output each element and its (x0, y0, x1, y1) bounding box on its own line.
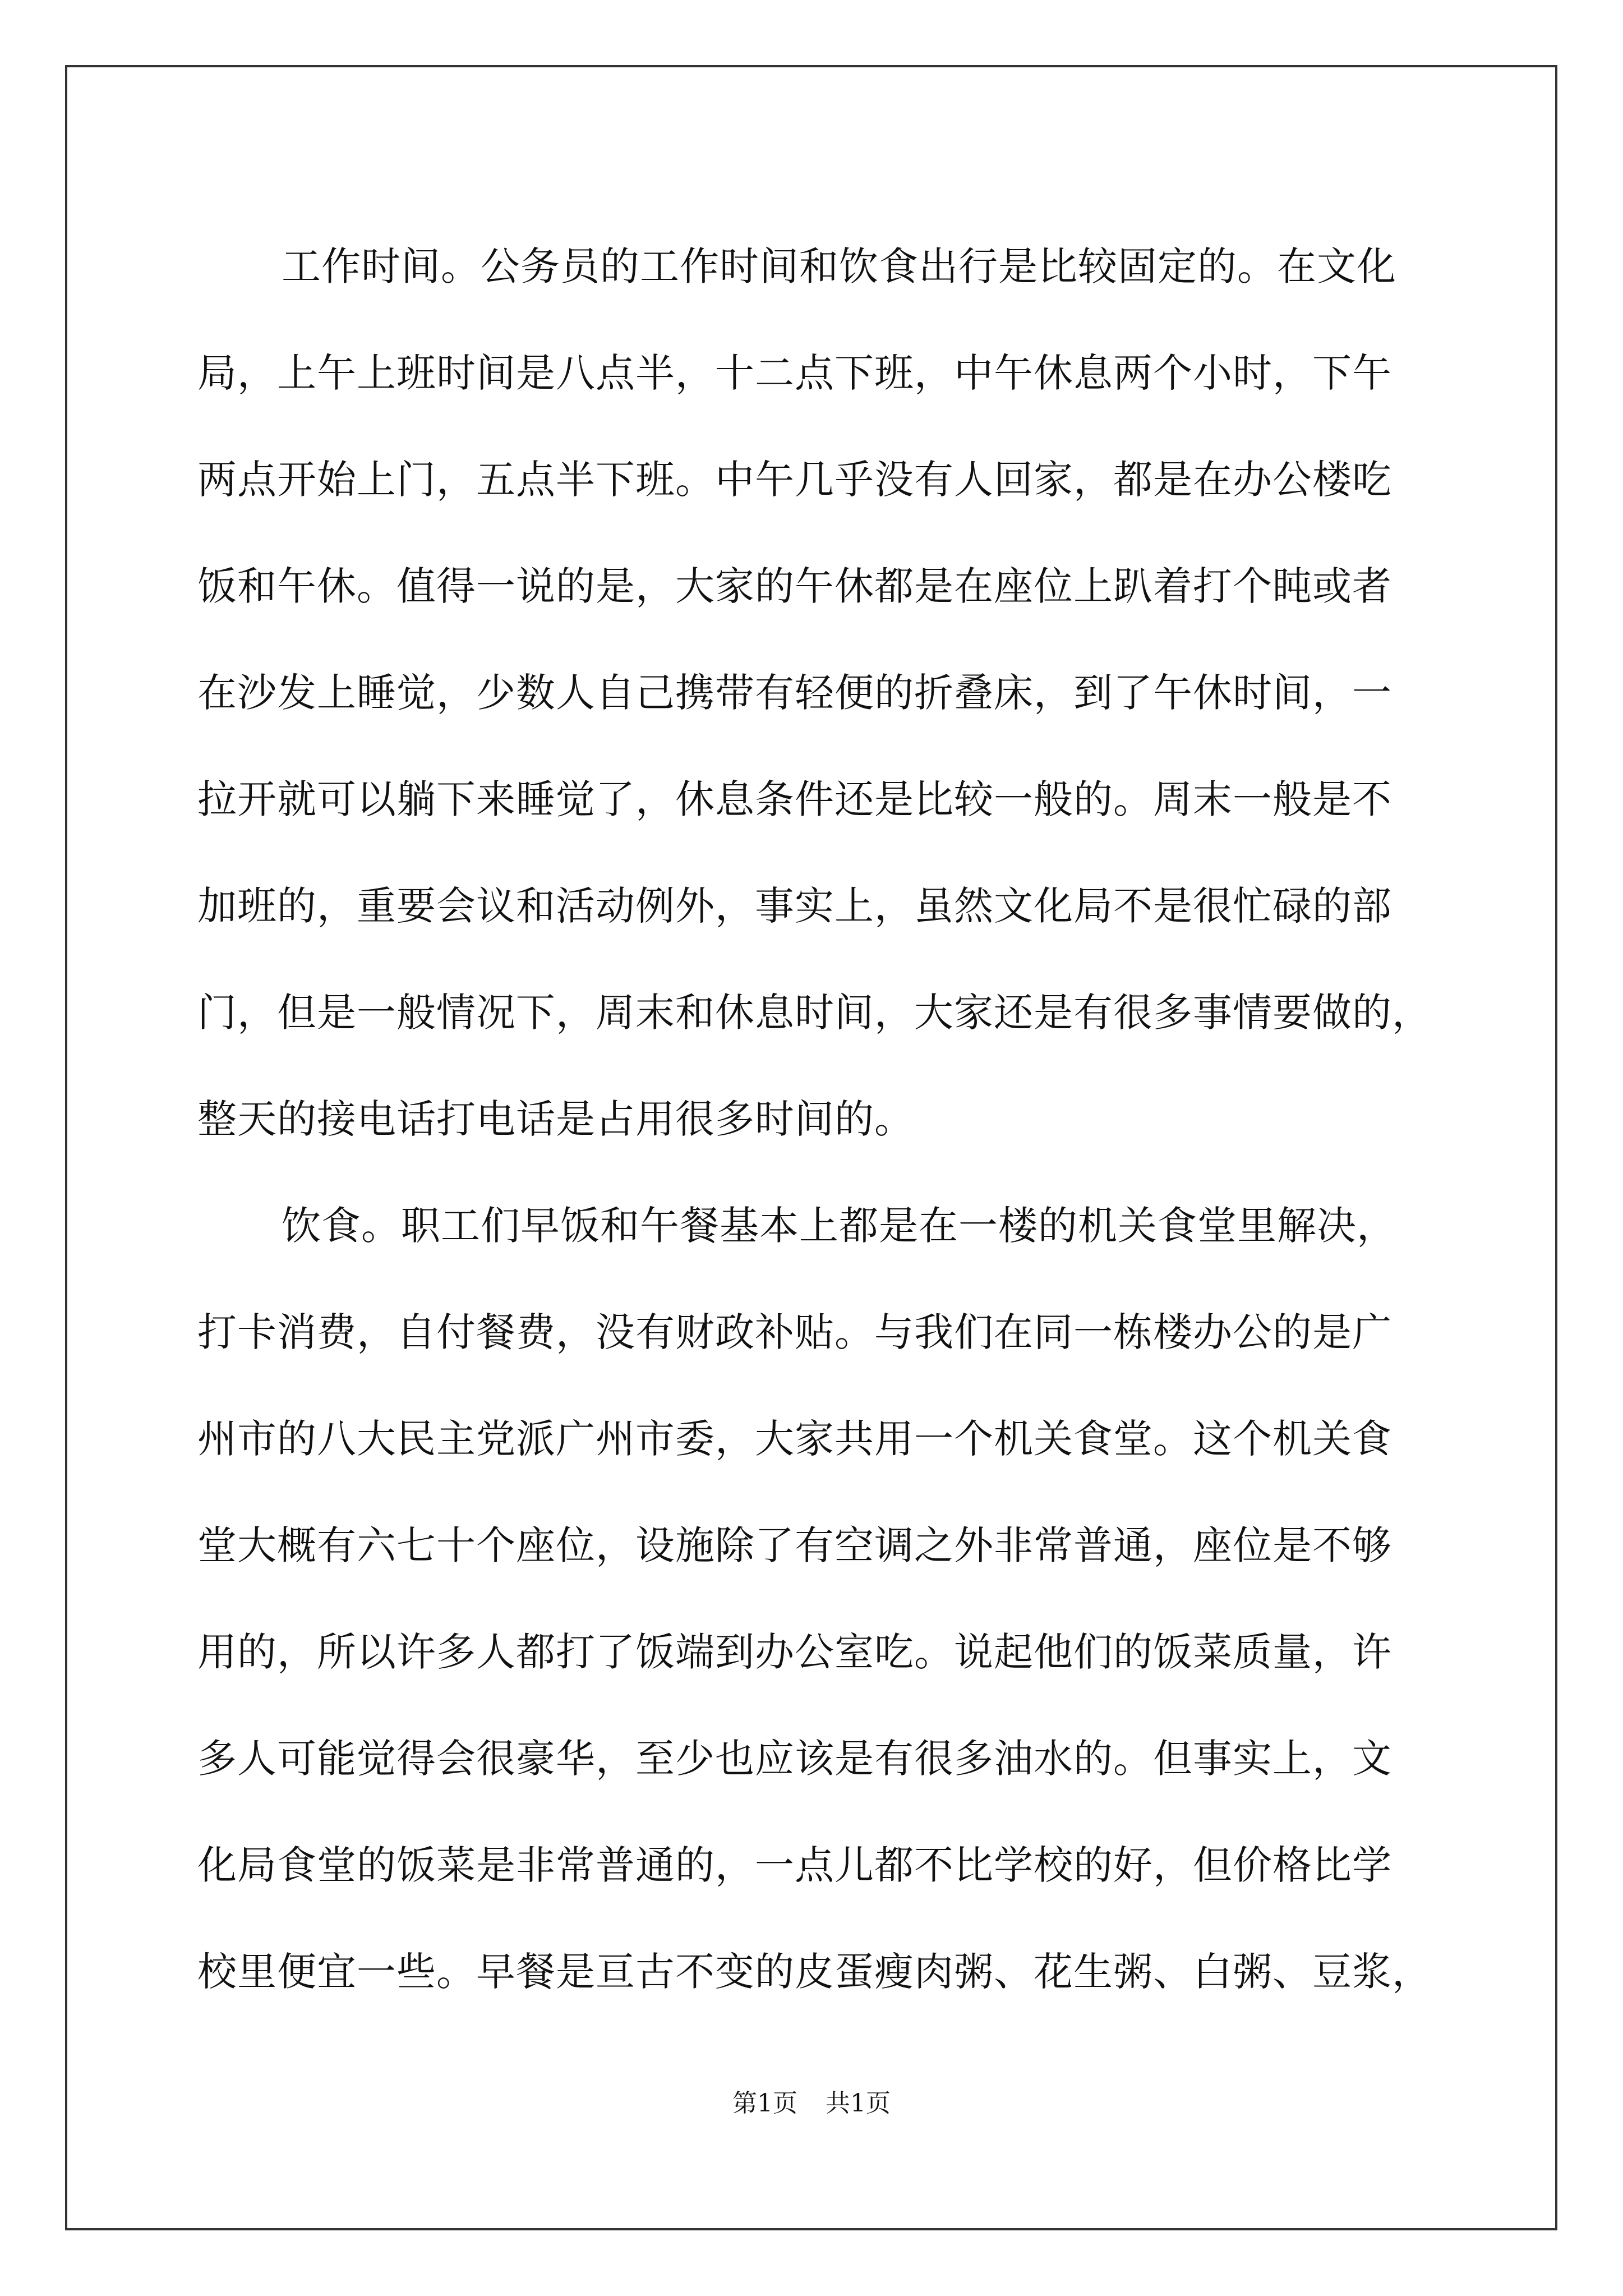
paragraph-line: 加班的，重要会议和活动例外，事实上，虽然文化局不是很忙碌的部 (197, 883, 1392, 929)
page-footer (0, 2087, 1623, 2120)
paragraph-line: 门，但是一般情况下，周末和休息时间，大家还是有很多事情要做的， (197, 990, 1432, 1036)
paragraph-line: 饭和午休。值得一说的是，大家的午休都是在座位上趴着打个盹或者 (197, 563, 1392, 609)
paragraph-line: 用的，所以许多人都打了饭端到办公室吃。说起他们的饭菜质量，许 (197, 1629, 1392, 1675)
paragraph-line: 工作时间。公务员的工作时间和饮食出行是比较固定的。在文化 (282, 243, 1396, 289)
paragraph-line: 整天的接电话打电话是占用很多时间的。 (197, 1096, 914, 1142)
paragraph-line: 多人可能觉得会很豪华，至少也应该是有很多油水的。但事实上，文 (197, 1736, 1392, 1782)
paragraph-line: 堂大概有六七十个座位，设施除了有空调之外非常普通，座位是不够 (197, 1522, 1392, 1568)
paragraph-line: 化局食堂的饭菜是非常普通的，一点儿都不比学校的好，但价格比学 (197, 1842, 1392, 1888)
paragraph-line: 饮食。职工们早饭和午餐基本上都是在一楼的机关食堂里解决， (282, 1203, 1396, 1249)
paragraph-line: 校里便宜一些。早餐是亘古不变的皮蛋瘦肉粥、花生粥、白粥、豆浆， (197, 1949, 1432, 1995)
paragraph-line: 拉开就可以躺下来睡觉了，休息条件还是比较一般的。周末一般是不 (197, 776, 1392, 822)
page-number: 第1页 (732, 2089, 797, 2118)
paragraph-line: 在沙发上睡觉，少数人自己携带有轻便的折叠床，到了午休时间，一 (197, 670, 1392, 716)
paragraph-line: 打卡消费，自付餐费，没有财政补贴。与我们在同一栋楼办公的是广 (197, 1309, 1392, 1355)
document-body (197, 213, 1459, 2025)
page-total: 共1页 (826, 2089, 891, 2118)
paragraph-line: 局，上午上班时间是八点半，十二点下班，中午休息两个小时，下午 (197, 350, 1392, 396)
paragraph-line: 州市的八大民主党派广州市委，大家共用一个机关食堂。这个机关食 (197, 1416, 1392, 1462)
paragraph-line: 两点开始上门，五点半下班。中午几乎没有人回家，都是在办公楼吃 (197, 457, 1392, 503)
